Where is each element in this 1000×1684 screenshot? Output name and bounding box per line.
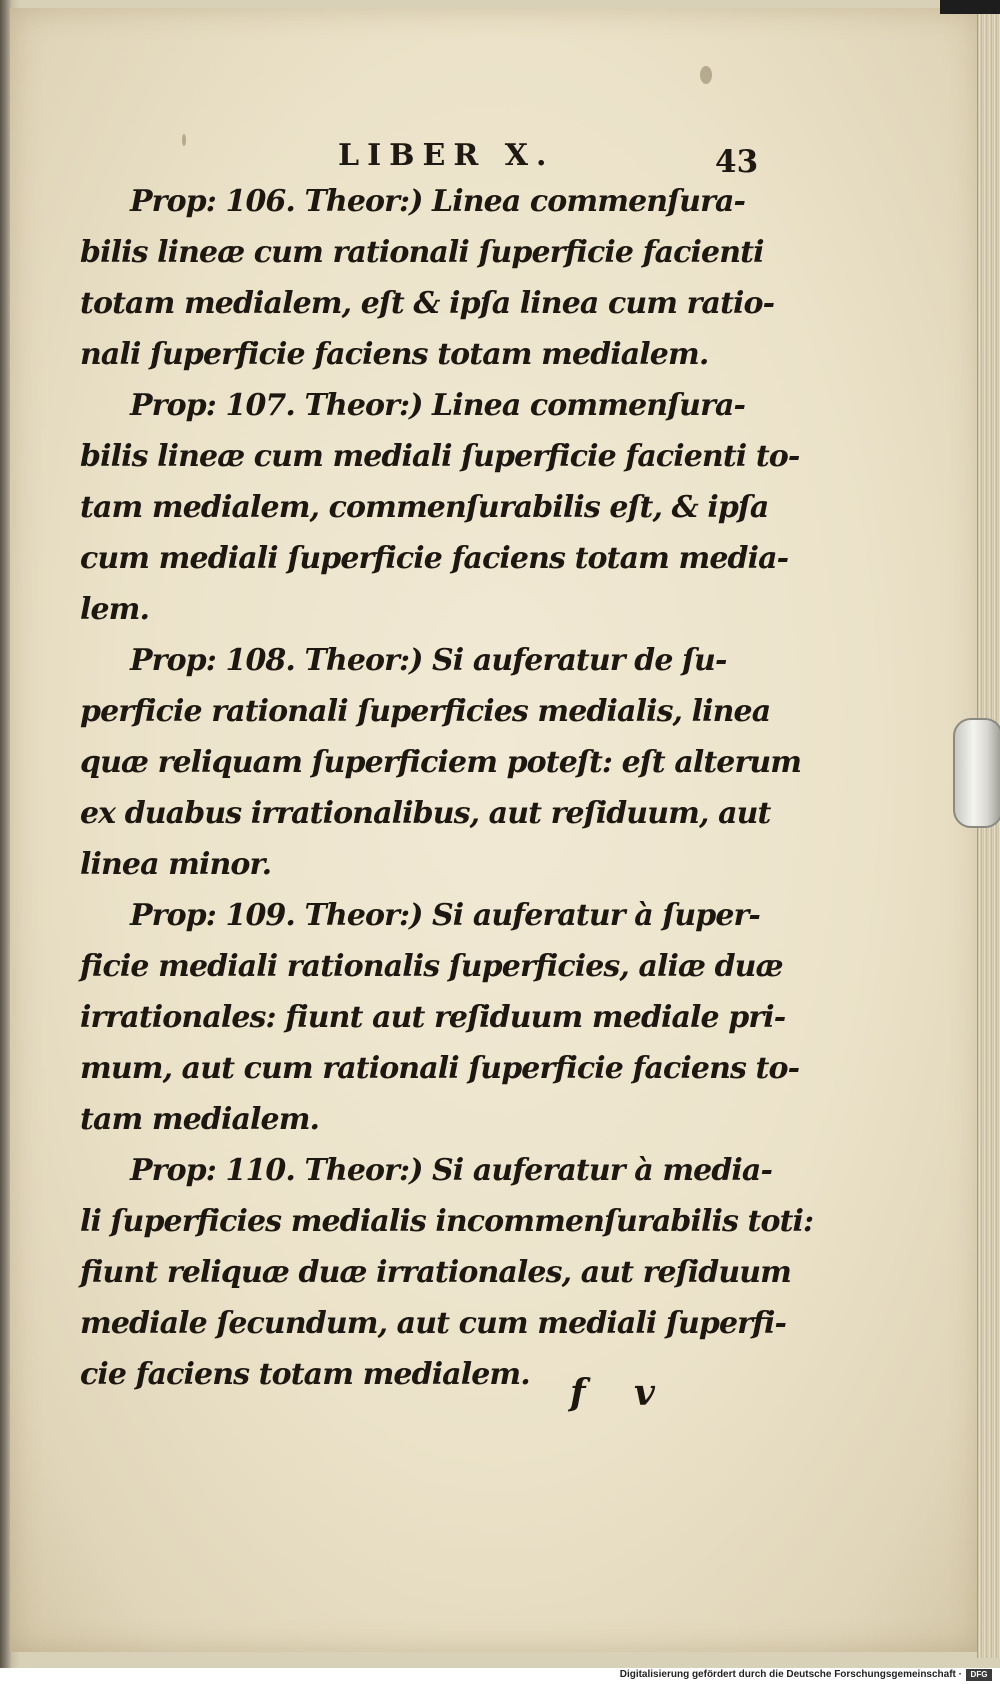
text-line: linea minor. — [80, 847, 272, 882]
text-line: Prop: 106. Theor:) Linea commenſura- — [130, 184, 746, 219]
text-line: Prop: 109. Theor:) Si auferatur à ſuper- — [130, 898, 760, 933]
body-text — [80, 176, 814, 1400]
text-line: bilis lineæ cum mediali ſuperficie facienti to- — [80, 439, 800, 474]
text-line: cie faciens totam medialem. — [80, 1357, 530, 1392]
text-line: perficie rationali ſuperficies medialis, linea — [80, 694, 771, 729]
text-line: Prop: 110. Theor:) Si auferatur à media- — [130, 1153, 773, 1188]
page-fore-edge — [977, 8, 1000, 1658]
signature-mark — [570, 1372, 690, 1422]
text-line: mum, aut cum rationali ſuperficie faciens to- — [80, 1051, 800, 1086]
digitization-credit: Digitalisierung gefördert durch die Deutsche Forschungsgemeinschaft · — [619, 1669, 962, 1680]
text-line: quæ reliquam ſuperficiem poteſt: eſt alterum — [80, 745, 802, 780]
running-head: LIBER X. — [338, 138, 555, 173]
text-line: bilis lineæ cum rationali ſuperficie facienti — [80, 235, 764, 270]
text-line: tam medialem, commenſurabilis eſt, & ipſa — [80, 490, 769, 525]
signature-text: f v — [570, 1372, 673, 1414]
text-line: irrationales: fiunt aut reſiduum mediale pri- — [80, 1000, 786, 1035]
text-line: Prop: 107. Theor:) Linea commenſura- — [130, 388, 746, 423]
text-line: lem. — [80, 592, 150, 627]
paragraph-prop-106 — [80, 176, 796, 380]
text-line: fiunt reliquæ duæ irrationales, aut reſiduum — [80, 1255, 791, 1290]
text-line: nali ſuperficie faciens totam medialem. — [80, 337, 709, 372]
paragraph-prop-110 — [80, 1145, 814, 1400]
cover-corner — [940, 0, 1000, 14]
text-line: tam medialem. — [80, 1102, 320, 1137]
text-line: li ſuperficies medialis incommenſurabilis toti: — [80, 1204, 814, 1239]
paragraph-prop-109 — [80, 890, 800, 1145]
dfg-logo: DFG — [966, 1669, 992, 1681]
page-number: 43 — [715, 144, 759, 180]
ink-spot — [700, 66, 712, 84]
text-line: totam medialem, eſt & ipſa linea cum ratio- — [80, 286, 775, 321]
text-line: mediale ſecundum, aut cum mediali ſuperfi- — [80, 1306, 787, 1341]
text-line: ex duabus irrationalibus, aut reſiduum, aut — [80, 796, 771, 831]
text-line: ficie mediali rationalis ſuperficies, aliæ duæ — [80, 949, 783, 984]
text-line: Prop: 108. Theor:) Si auferatur de ſu- — [130, 643, 727, 678]
page-clip-tab — [953, 718, 1000, 828]
text-line: cum mediali ſuperficie faciens totam media- — [80, 541, 789, 576]
paragraph-prop-108 — [80, 635, 802, 890]
paragraph-prop-107 — [80, 380, 800, 635]
